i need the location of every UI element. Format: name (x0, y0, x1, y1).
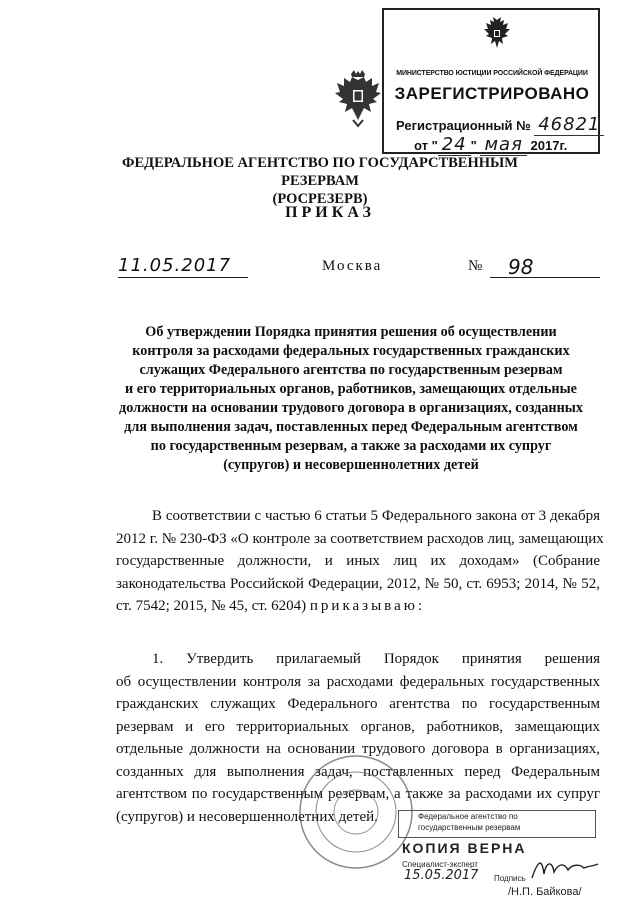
order-number: 98 (508, 255, 534, 279)
stamp-date-prefix: от " (414, 138, 438, 153)
item-line: об осуществлении контроля за расходами федеральных государственных (116, 673, 600, 690)
stamp-date-line (414, 134, 567, 155)
copy-stamp-sign-label: Подпись (494, 874, 526, 883)
copy-stamp-line2: государственным резервам (418, 823, 521, 832)
registration-stamp (382, 8, 600, 154)
stamp-reg-line (396, 114, 604, 135)
order-date: 11.05.2017 (118, 255, 232, 276)
order-date-field (118, 255, 248, 278)
document-title (108, 323, 594, 475)
eagle-emblem-icon (482, 16, 512, 54)
preamble-paragraph (116, 505, 604, 618)
copy-stamp-title: КОПИЯ ВЕРНА (402, 840, 527, 856)
item-line: созданных для выполнения задач, поставленных перед Федеральным (116, 763, 600, 780)
title-line: (супругов) и несовершеннолетних детей (223, 457, 479, 473)
item-line: агентством по государственным резервам, а также за расходами их супруг (116, 786, 600, 802)
preamble-line: 2012 г. № 230-ФЗ «О контроле за соответствием расходов лиц, замещающих (116, 530, 604, 547)
title-line: должности на основании трудового договора в организациях, созданных (119, 400, 583, 416)
stamp-date-month: мая (480, 134, 526, 156)
stamp-date-year: 2017 (530, 138, 560, 153)
stamp-reg-label: Регистрационный № (396, 118, 531, 133)
agency-line2: (РОСРЕЗЕРВ) (272, 191, 368, 207)
preamble-line: В соответствии с частью 6 статьи 5 Федерального закона от 3 декабря (152, 508, 600, 524)
preamble-last-text: ст. 7542; 2015, № 45, ст. 6204) (116, 598, 307, 614)
title-line: по государственным резервам, а также за расходами их супруг (150, 438, 552, 454)
agency-line1: ФЕДЕРАЛЬНОЕ АГЕНТСТВО ПО ГОСУДАРСТВЕННЫМ РЕЗЕРВАМ (122, 155, 518, 189)
stamp-ministry: МИНИСТЕРСТВО ЮСТИЦИИ РОССИЙСКОЙ ФЕДЕРАЦИИ (396, 70, 588, 77)
item-line: (супругов) и несовершеннолетних детей. (116, 808, 378, 825)
item-line: гражданских служащих Федерального агентства по государственным (116, 696, 600, 712)
preamble-line: законодательства Российской Федерации, 2012, № 50, ст. 6953; 2014, № 52, (116, 575, 600, 592)
agency-name (100, 154, 540, 208)
preamble-line-last (116, 595, 600, 618)
copy-stamp-role: Специалист-эксперт (402, 860, 478, 869)
stamp-date-quote: " (470, 138, 477, 153)
signature-icon (528, 854, 600, 884)
item-line: 1. Утвердить прилагаемый Порядок принятия решения (152, 651, 600, 667)
order-number-label: № (468, 258, 483, 274)
preamble-line: государственные должности, и иных лиц их доходам» (Собрание (116, 553, 600, 569)
document-type: ПРИКАЗ (285, 204, 375, 221)
order-number-field (490, 255, 600, 278)
stamp-status: ЗАРЕГИСТРИРОВАНО (394, 84, 590, 103)
coat-of-arms-icon (334, 68, 382, 130)
copy-stamp-date: 15.05.2017 (404, 868, 479, 883)
title-line: Об утверждении Порядка принятия решения об осуществлении (145, 324, 557, 340)
city: Москва (322, 258, 383, 274)
item-line: отдельные должности на основании трудового договора в организациях, (116, 741, 600, 757)
stamp-date-suffix: г. (559, 138, 568, 153)
copy-stamp-name: /Н.П. Байкова/ (508, 886, 582, 898)
title-line: и его территориальных органов, работников, замещающих отдельные (125, 381, 577, 397)
title-line: для выполнения задач, поставленных перед Федеральным агентством (124, 419, 578, 435)
stamp-date-day: 24 (438, 134, 471, 156)
copy-certification-stamp (398, 810, 598, 902)
stamp-reg-number: 46821 (534, 114, 604, 136)
title-line: служащих Федерального агентства по государственным резервам (139, 362, 563, 378)
copy-stamp-line1: Федеральное агентство по (418, 812, 518, 821)
order-word: приказываю: (309, 598, 426, 614)
title-line: контроля за расходами федеральных государственных гражданских (132, 343, 570, 359)
item-line: резервам и его территориальных органов, работников, замещающих (116, 718, 600, 735)
